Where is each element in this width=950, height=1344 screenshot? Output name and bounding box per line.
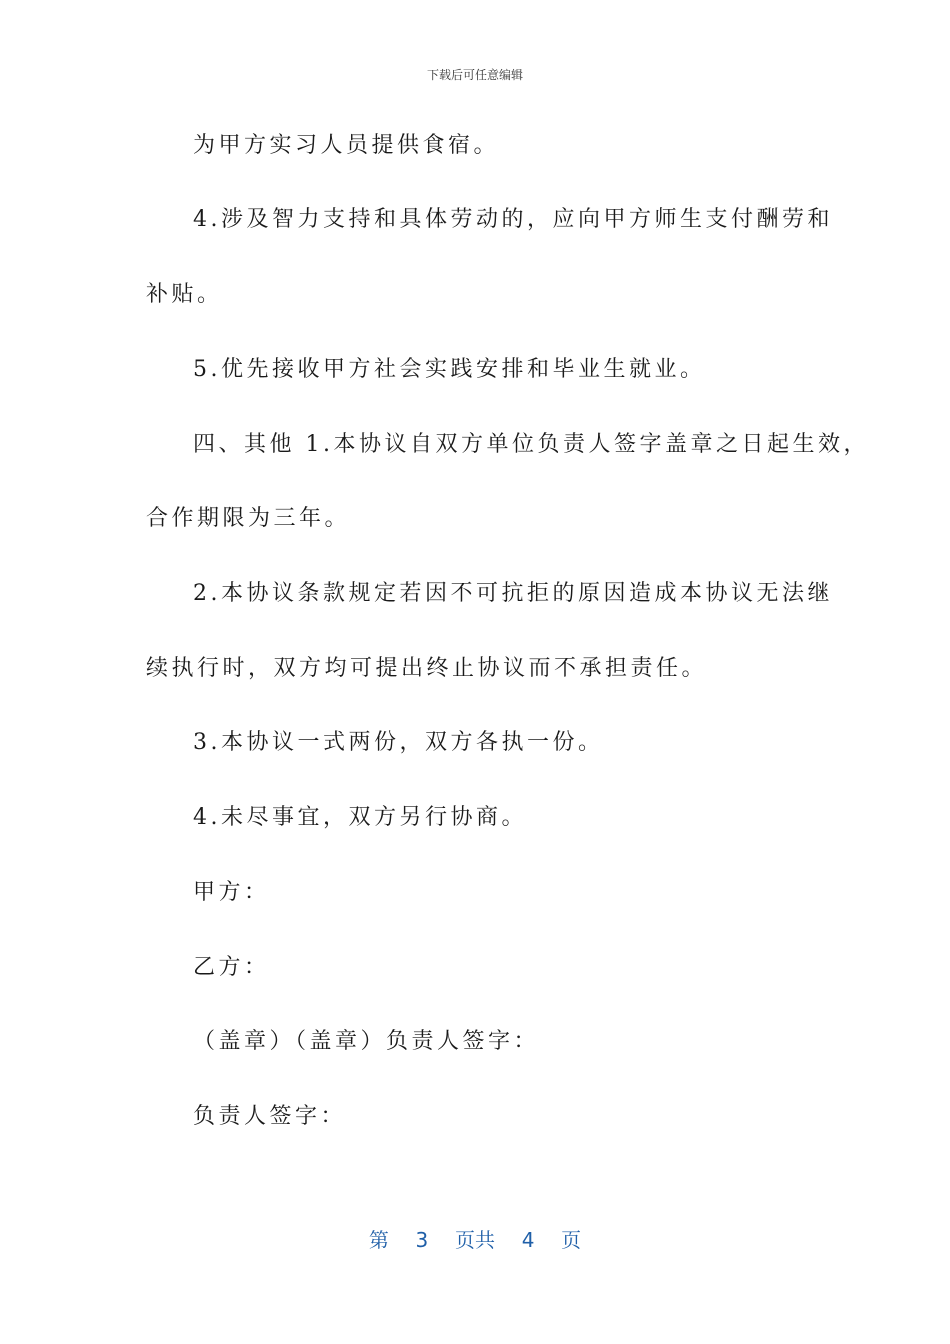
footer-suffix: 页 <box>561 1228 582 1252</box>
seal-signature-line: （盖章）（盖章）负责人签字： <box>193 1029 540 1054</box>
paragraph-line: 3.本协议一式两份，双方各执一份。 <box>193 730 604 755</box>
signature-line: 负责人签字： <box>193 1104 347 1129</box>
paragraph-line: 续执行时，双方均可提出终止协议而不承担责任。 <box>146 656 708 681</box>
footer-middle: 页共 <box>455 1228 495 1252</box>
page-footer <box>0 1224 950 1253</box>
footer-prefix: 第 <box>368 1228 389 1252</box>
paragraph-line: 合作期限为三年。 <box>146 506 351 531</box>
paragraph-line: 2.本协议条款规定若因不可抗拒的原因造成本协议无法继 <box>193 581 833 606</box>
footer-total-pages: 4 <box>521 1228 535 1252</box>
paragraph-line: 补贴。 <box>146 282 223 307</box>
page-header: 下载后可任意编辑 <box>426 68 523 82</box>
paragraph-line: 四、其他 1.本协议自双方单位负责人签字盖章之日起生效， <box>193 432 869 457</box>
paragraph-line: 5.优先接收甲方社会实践安排和毕业生就业。 <box>193 357 706 382</box>
paragraph-line: 4.涉及智力支持和具体劳动的，应向甲方师生支付酬劳和 <box>193 207 833 232</box>
footer-current-page: 3 <box>415 1228 429 1252</box>
paragraph-line: 4.未尽事宜，双方另行协商。 <box>193 805 527 830</box>
paragraph-line: 为甲方实习人员提供食宿。 <box>193 133 500 158</box>
party-b-label: 乙方： <box>193 955 270 980</box>
party-a-label: 甲方： <box>193 880 270 905</box>
